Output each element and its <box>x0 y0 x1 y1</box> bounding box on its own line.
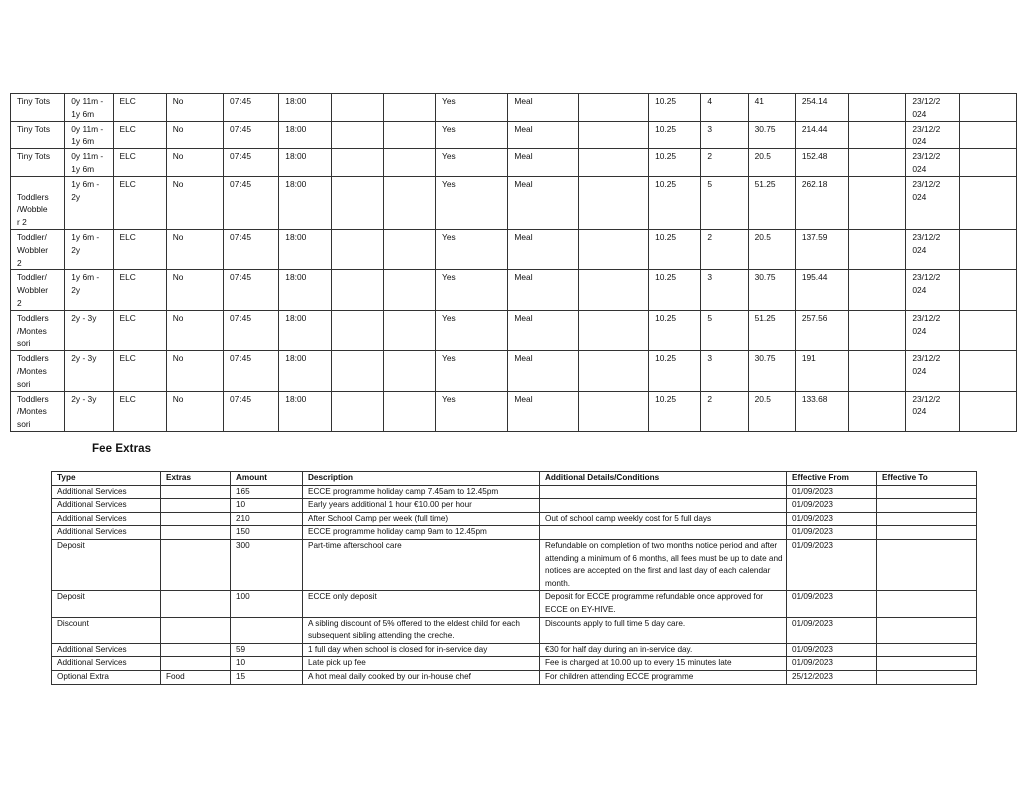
fee-cell: 5 <box>701 176 748 229</box>
fee-cell: 1y 6m - 2y <box>65 176 113 229</box>
fee-cell: No <box>166 149 223 177</box>
fee-cell <box>849 310 906 350</box>
fee-cell: 2y - 3y <box>65 391 113 431</box>
fee-cell: 07:45 <box>224 121 279 149</box>
fee-cell: Yes <box>436 176 508 229</box>
fee-cell: 23/12/2 024 <box>906 270 959 310</box>
fee-cell: 18:00 <box>279 351 331 391</box>
fee-extras-cell: Optional Extra <box>52 670 161 684</box>
fee-cell: ELC <box>113 391 166 431</box>
fee-cell <box>849 149 906 177</box>
fee-cell <box>578 270 648 310</box>
fee-cell: 07:45 <box>224 270 279 310</box>
fee-cell: 3 <box>701 270 748 310</box>
fee-cell: 23/12/2 024 <box>906 121 959 149</box>
fee-extras-column-header: Description <box>303 472 540 486</box>
fee-cell <box>578 94 648 122</box>
fee-cell <box>331 94 383 122</box>
fee-cell: Meal <box>508 121 578 149</box>
fee-extras-cell <box>877 617 977 643</box>
fee-cell: 10.25 <box>649 310 701 350</box>
fee-extras-cell <box>877 526 977 540</box>
fee-cell <box>383 94 435 122</box>
fee-cell: No <box>166 310 223 350</box>
fee-extras-cell: 10 <box>231 499 303 513</box>
fee-cell: Meal <box>508 149 578 177</box>
fee-cell <box>849 121 906 149</box>
fee-cell: 214.44 <box>795 121 848 149</box>
fee-extras-cell: Late pick up fee <box>303 657 540 671</box>
fee-cell: 262.18 <box>795 176 848 229</box>
fee-cell: Meal <box>508 229 578 269</box>
fee-cell <box>578 310 648 350</box>
fee-row <box>11 270 1017 310</box>
fee-cell: Yes <box>436 351 508 391</box>
fee-extras-cell <box>161 526 231 540</box>
fee-extras-cell: Deposit <box>52 591 161 617</box>
fee-extras-cell: ECCE programme holiday camp 9am to 12.45pm <box>303 526 540 540</box>
fee-row <box>11 176 1017 229</box>
fee-cell <box>383 149 435 177</box>
fee-cell <box>331 149 383 177</box>
fee-cell: Toddlers /Montes sori <box>11 391 65 431</box>
fee-extras-cell <box>877 591 977 617</box>
fee-cell: 0y 11m - 1y 6m <box>65 94 113 122</box>
fee-cell: 2 <box>701 229 748 269</box>
fee-extras-cell <box>877 512 977 526</box>
fee-extras-cell: 01/09/2023 <box>787 512 877 526</box>
fee-extras-row <box>52 485 977 499</box>
fee-cell <box>578 229 648 269</box>
fee-extras-cell: A sibling discount of 5% offered to the eldest child for each subsequent sibling attending the creche. <box>303 617 540 643</box>
fee-cell: 10.25 <box>649 391 701 431</box>
fee-cell: 137.59 <box>795 229 848 269</box>
fee-cell: ELC <box>113 270 166 310</box>
fee-row <box>11 149 1017 177</box>
fee-extras-cell: 01/09/2023 <box>787 617 877 643</box>
fee-extras-cell: Deposit <box>52 539 161 590</box>
fee-cell <box>578 351 648 391</box>
fee-extras-cell <box>540 485 787 499</box>
fee-cell: 30.75 <box>748 121 795 149</box>
fee-extras-cell: Fee is charged at 10.00 up to every 15 minutes late <box>540 657 787 671</box>
fee-cell <box>331 121 383 149</box>
fee-cell: 10.25 <box>649 149 701 177</box>
fee-extras-cell <box>161 512 231 526</box>
fee-cell <box>849 270 906 310</box>
fee-extras-cell: 01/09/2023 <box>787 643 877 657</box>
fee-extras-cell <box>161 591 231 617</box>
fee-cell: 20.5 <box>748 229 795 269</box>
fee-cell: 133.68 <box>795 391 848 431</box>
fee-cell: 23/12/2 024 <box>906 149 959 177</box>
fee-cell: Toddler/ Wobbler 2 <box>11 229 65 269</box>
fee-cell: Yes <box>436 310 508 350</box>
fee-extras-cell: Out of school camp weekly cost for 5 full days <box>540 512 787 526</box>
fee-extras-cell: 01/09/2023 <box>787 657 877 671</box>
fee-extras-cell: Refundable on completion of two months notice period and after attending a minimum of 6 months, all fees must be up to date and notices are accepted on the first and last day of each calendar month. <box>540 539 787 590</box>
fee-extras-cell <box>161 643 231 657</box>
fee-cell: 07:45 <box>224 176 279 229</box>
fee-cell: No <box>166 176 223 229</box>
fee-cell: Meal <box>508 310 578 350</box>
fee-extras-cell: 25/12/2023 <box>787 670 877 684</box>
fee-extras-column-header: Effective To <box>877 472 977 486</box>
fee-extras-cell: 165 <box>231 485 303 499</box>
fee-cell <box>578 121 648 149</box>
fee-extras-cell: €30 for half day during an in-service day. <box>540 643 787 657</box>
fee-extras-cell: Additional Services <box>52 512 161 526</box>
fee-extras-column-header: Extras <box>161 472 231 486</box>
fee-extras-column-header: Type <box>52 472 161 486</box>
fee-extras-cell: 100 <box>231 591 303 617</box>
fee-cell: No <box>166 351 223 391</box>
fee-cell: ELC <box>113 310 166 350</box>
fee-extras-cell <box>540 499 787 513</box>
fee-row <box>11 310 1017 350</box>
fee-cell: Toddlers /Wobble r 2 <box>11 176 65 229</box>
fee-extras-cell <box>540 526 787 540</box>
fee-cell: 2y - 3y <box>65 351 113 391</box>
fee-cell: Yes <box>436 121 508 149</box>
fee-extras-cell: 210 <box>231 512 303 526</box>
fee-extras-cell <box>877 643 977 657</box>
fee-extras-cell: 15 <box>231 670 303 684</box>
fee-extras-cell <box>161 657 231 671</box>
fee-cell: 23/12/2 024 <box>906 310 959 350</box>
fee-cell: 191 <box>795 351 848 391</box>
fee-extras-column-header: Effective From <box>787 472 877 486</box>
fee-cell: ELC <box>113 94 166 122</box>
fee-cell: ELC <box>113 176 166 229</box>
fee-extras-cell <box>161 485 231 499</box>
fee-extras-row <box>52 617 977 643</box>
fee-extras-cell <box>161 539 231 590</box>
fee-cell: 07:45 <box>224 149 279 177</box>
fee-extras-cell: For children attending ECCE programme <box>540 670 787 684</box>
fee-extras-cell <box>161 617 231 643</box>
fee-cell <box>849 391 906 431</box>
fee-cell: Meal <box>508 94 578 122</box>
fee-cell: 10.25 <box>649 229 701 269</box>
fee-extras-cell: Part-time afterschool care <box>303 539 540 590</box>
fee-cell: 07:45 <box>224 391 279 431</box>
fee-extras-row <box>52 657 977 671</box>
fee-cell: 20.5 <box>748 391 795 431</box>
fee-cell: ELC <box>113 229 166 269</box>
fee-cell: 07:45 <box>224 229 279 269</box>
fee-extras-cell: After School Camp per week (full time) <box>303 512 540 526</box>
fee-cell <box>578 391 648 431</box>
fee-cell: 30.75 <box>748 270 795 310</box>
fee-cell <box>959 94 1016 122</box>
fee-cell <box>849 94 906 122</box>
fee-extras-cell: 01/09/2023 <box>787 539 877 590</box>
fee-cell <box>331 391 383 431</box>
fee-cell: 07:45 <box>224 351 279 391</box>
fee-row <box>11 351 1017 391</box>
fee-extras-cell: Additional Services <box>52 485 161 499</box>
fee-cell: 2y - 3y <box>65 310 113 350</box>
fee-cell: 3 <box>701 121 748 149</box>
fee-extras-row <box>52 643 977 657</box>
fee-cell <box>383 310 435 350</box>
fee-cell <box>383 351 435 391</box>
fee-cell: ELC <box>113 149 166 177</box>
fee-extras-cell: Discounts apply to full time 5 day care. <box>540 617 787 643</box>
fee-extras-column-header: Amount <box>231 472 303 486</box>
fee-extras-cell: Food <box>161 670 231 684</box>
fee-cell: 10.25 <box>649 176 701 229</box>
fee-extras-cell: 1 full day when school is closed for in-service day <box>303 643 540 657</box>
fee-extras-row <box>52 539 977 590</box>
fee-cell: 18:00 <box>279 310 331 350</box>
fee-cell: No <box>166 270 223 310</box>
fee-cell: 41 <box>748 94 795 122</box>
fee-extras-cell: 01/09/2023 <box>787 499 877 513</box>
fee-cell: 23/12/2 024 <box>906 351 959 391</box>
fee-cell <box>959 310 1016 350</box>
fee-extras-row <box>52 526 977 540</box>
fees-table <box>10 93 1017 432</box>
fee-cell: 23/12/2 024 <box>906 94 959 122</box>
fee-cell: No <box>166 391 223 431</box>
fee-extras-cell: Additional Services <box>52 657 161 671</box>
fee-cell: 51.25 <box>748 176 795 229</box>
fee-extras-table <box>51 471 977 685</box>
fee-cell: Meal <box>508 351 578 391</box>
fee-extras-cell: Deposit for ECCE programme refundable once approved for ECCE on EY-HIVE. <box>540 591 787 617</box>
fee-row <box>11 121 1017 149</box>
fee-cell <box>383 229 435 269</box>
fee-cell: 257.56 <box>795 310 848 350</box>
fee-extras-cell <box>877 485 977 499</box>
fee-cell: Yes <box>436 270 508 310</box>
fee-cell: 18:00 <box>279 270 331 310</box>
fee-cell <box>849 351 906 391</box>
fee-cell: 51.25 <box>748 310 795 350</box>
fee-cell: 18:00 <box>279 94 331 122</box>
fee-extras-cell: 59 <box>231 643 303 657</box>
fee-cell: 23/12/2 024 <box>906 229 959 269</box>
fee-cell: 1y 6m - 2y <box>65 270 113 310</box>
fee-cell: Yes <box>436 94 508 122</box>
fee-cell <box>331 351 383 391</box>
fee-extras-column-header: Additional Details/Conditions <box>540 472 787 486</box>
fee-cell: 20.5 <box>748 149 795 177</box>
fee-row <box>11 94 1017 122</box>
fee-cell: 10.25 <box>649 94 701 122</box>
fee-cell <box>959 176 1016 229</box>
fee-extras-cell <box>877 657 977 671</box>
fee-cell <box>383 391 435 431</box>
fee-cell: 2 <box>701 149 748 177</box>
fee-cell: 07:45 <box>224 94 279 122</box>
fee-cell <box>331 176 383 229</box>
fee-extras-header-row <box>52 472 977 486</box>
fee-cell <box>383 270 435 310</box>
fee-cell <box>331 270 383 310</box>
fee-cell: Meal <box>508 270 578 310</box>
fee-extras-cell: 150 <box>231 526 303 540</box>
fee-cell <box>849 176 906 229</box>
fee-cell: Toddlers /Montes sori <box>11 351 65 391</box>
fee-extras-cell <box>877 539 977 590</box>
fee-cell <box>959 351 1016 391</box>
fee-extras-row <box>52 512 977 526</box>
fee-cell: 2 <box>701 391 748 431</box>
fee-cell: Tiny Tots <box>11 121 65 149</box>
fee-extras-cell: ECCE only deposit <box>303 591 540 617</box>
fee-extras-cell: Discount <box>52 617 161 643</box>
fee-cell: ELC <box>113 351 166 391</box>
fee-extras-row <box>52 499 977 513</box>
fee-extras-cell: 300 <box>231 539 303 590</box>
fee-extras-cell: 10 <box>231 657 303 671</box>
fee-extras-cell <box>231 617 303 643</box>
fee-extras-cell <box>877 670 977 684</box>
fee-cell <box>383 121 435 149</box>
fee-row <box>11 229 1017 269</box>
fee-row <box>11 391 1017 431</box>
fee-extras-cell: Additional Services <box>52 643 161 657</box>
fee-cell <box>331 310 383 350</box>
fee-cell: 18:00 <box>279 229 331 269</box>
fee-extras-cell: ECCE programme holiday camp 7.45am to 12.45pm <box>303 485 540 499</box>
fee-extras-row <box>52 591 977 617</box>
fee-cell: 5 <box>701 310 748 350</box>
fee-cell: 23/12/2 024 <box>906 176 959 229</box>
fee-extras-cell: Additional Services <box>52 526 161 540</box>
fee-cell: 4 <box>701 94 748 122</box>
fee-cell: 30.75 <box>748 351 795 391</box>
fee-cell: 18:00 <box>279 149 331 177</box>
fee-cell <box>959 270 1016 310</box>
fee-cell: No <box>166 229 223 269</box>
fee-cell: 07:45 <box>224 310 279 350</box>
fee-extras-cell: 01/09/2023 <box>787 591 877 617</box>
fee-extras-cell: A hot meal daily cooked by our in-house chef <box>303 670 540 684</box>
fee-cell: Toddlers /Montes sori <box>11 310 65 350</box>
fee-cell <box>578 149 648 177</box>
fee-extras-row <box>52 670 977 684</box>
fee-cell: Meal <box>508 391 578 431</box>
fee-cell: Meal <box>508 176 578 229</box>
fee-extras-cell: 01/09/2023 <box>787 526 877 540</box>
fee-extras-cell <box>877 499 977 513</box>
fee-cell: Yes <box>436 149 508 177</box>
fee-cell: 23/12/2 024 <box>906 391 959 431</box>
fee-cell: Yes <box>436 229 508 269</box>
fee-cell: Yes <box>436 391 508 431</box>
fee-cell: 18:00 <box>279 391 331 431</box>
fee-extras-cell <box>161 499 231 513</box>
fee-cell: 254.14 <box>795 94 848 122</box>
fee-cell: Tiny Tots <box>11 149 65 177</box>
fee-cell: Toddler/ Wobbler 2 <box>11 270 65 310</box>
fee-cell: Tiny Tots <box>11 94 65 122</box>
fee-cell: 18:00 <box>279 121 331 149</box>
fee-cell <box>959 391 1016 431</box>
fee-cell: 195.44 <box>795 270 848 310</box>
fee-cell <box>849 229 906 269</box>
fee-cell: ELC <box>113 121 166 149</box>
fee-cell <box>578 176 648 229</box>
fee-cell: 10.25 <box>649 270 701 310</box>
fee-cell: 10.25 <box>649 121 701 149</box>
fee-extras-cell: Early years additional 1 hour €10.00 per hour <box>303 499 540 513</box>
fee-cell <box>331 229 383 269</box>
fee-cell: No <box>166 94 223 122</box>
fee-extras-heading: Fee Extras <box>92 443 152 455</box>
fee-extras-cell: 01/09/2023 <box>787 485 877 499</box>
fee-cell <box>959 121 1016 149</box>
fee-cell: 1y 6m - 2y <box>65 229 113 269</box>
fee-cell: 18:00 <box>279 176 331 229</box>
fee-extras-body <box>52 485 977 684</box>
fee-cell: No <box>166 121 223 149</box>
fees-table-body <box>11 94 1017 432</box>
fee-cell: 3 <box>701 351 748 391</box>
fee-cell: 152.48 <box>795 149 848 177</box>
fee-cell: 10.25 <box>649 351 701 391</box>
fee-cell <box>959 229 1016 269</box>
fee-cell: 0y 11m - 1y 6m <box>65 121 113 149</box>
fee-extras-cell: Additional Services <box>52 499 161 513</box>
fee-cell <box>383 176 435 229</box>
fee-cell <box>959 149 1016 177</box>
fee-cell: 0y 11m - 1y 6m <box>65 149 113 177</box>
